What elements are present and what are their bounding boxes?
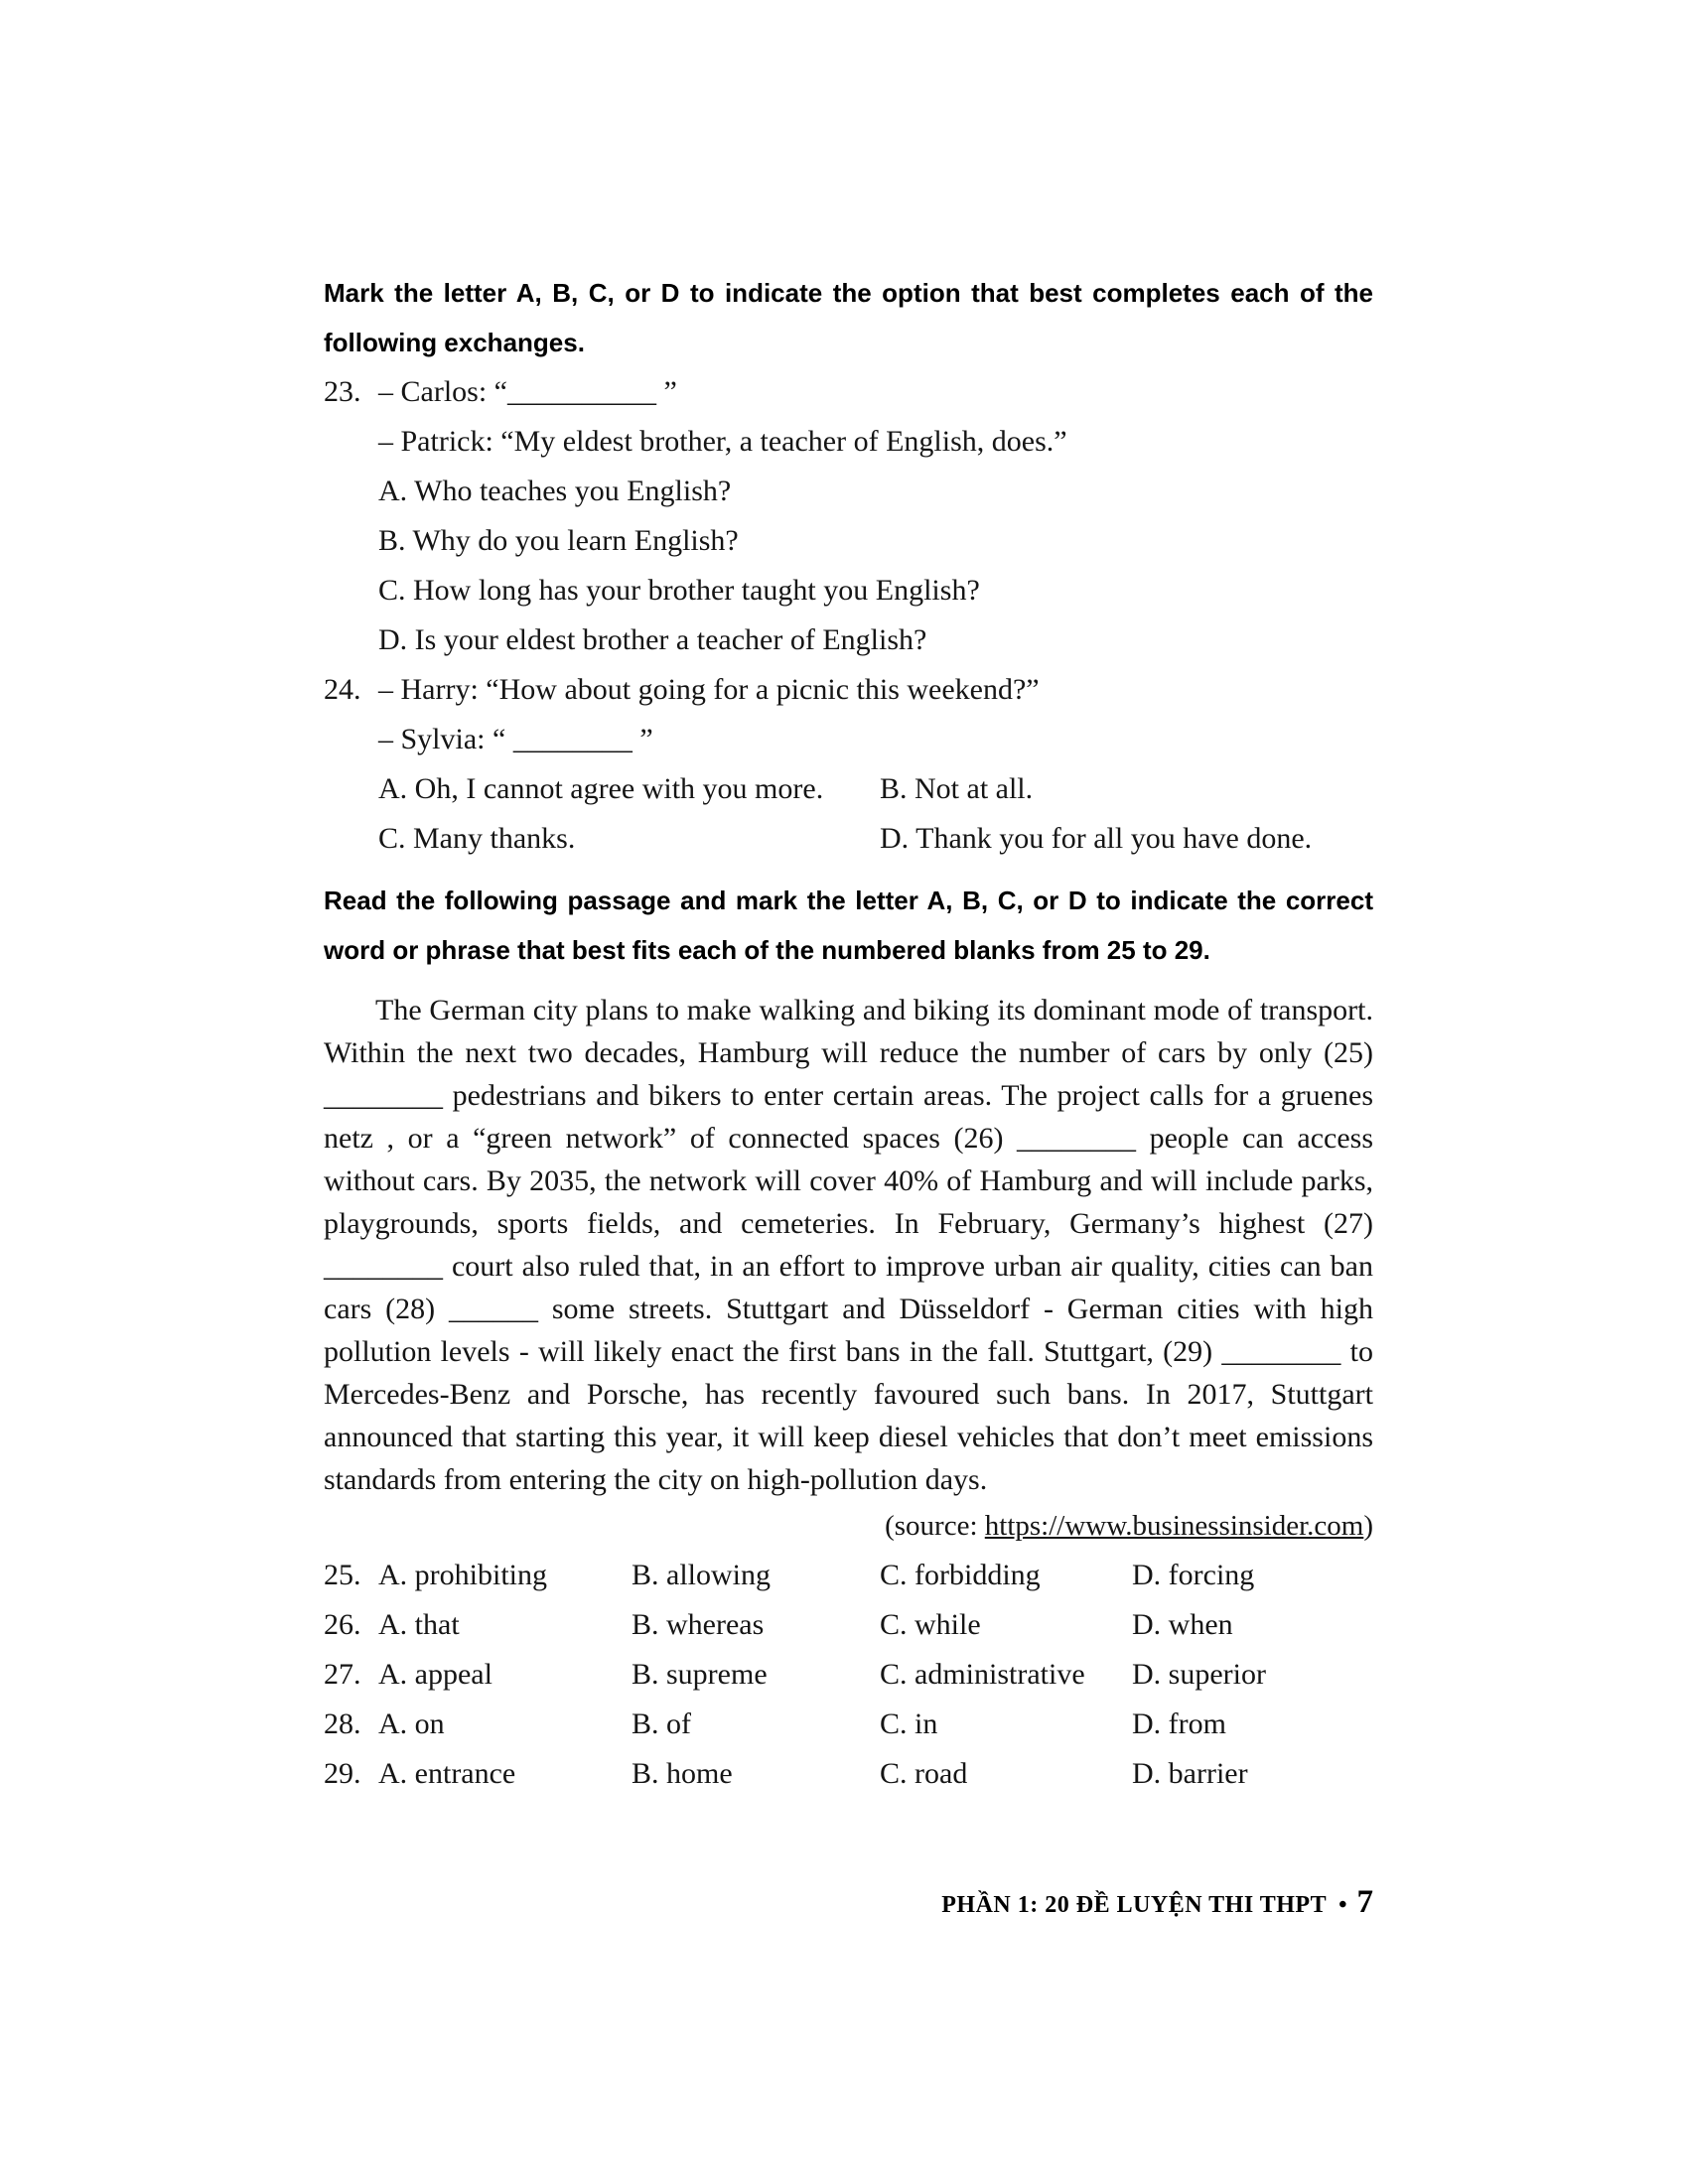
page-number: 7 (1356, 1884, 1373, 1920)
question-23-number: 23. (324, 375, 361, 408)
mcq-27-option-c: C. administrative (880, 1658, 1085, 1691)
question-23-line-1 (324, 367, 1373, 417)
mcq-28-option-d: D. from (1132, 1707, 1226, 1740)
question-24-option-d: D. Thank you for all you have done. (880, 822, 1313, 855)
mcq-25-option-c: C. forbidding (880, 1559, 1041, 1591)
mcq-28-option-a: A. on (378, 1707, 445, 1740)
question-24-options (324, 764, 1373, 864)
section1-heading: Mark the letter A, B, C, or D to indicate the option that best completes each of the following exchanges. (324, 278, 1373, 357)
source-prefix: (source: (885, 1510, 985, 1542)
mcq-row-25 (324, 1551, 1373, 1600)
mcq-27-option-d: D. superior (1132, 1658, 1266, 1691)
mcq-28-number: 28. (324, 1707, 361, 1740)
question-23-option-d: D. Is your eldest brother a teacher of English? (378, 623, 927, 656)
mcq-26-number: 26. (324, 1608, 361, 1641)
mcq-25-option-d: D. forcing (1132, 1559, 1255, 1591)
question-24-option-c: C. Many thanks. (378, 822, 576, 855)
question-24 (324, 665, 1373, 864)
mcq-29-option-b: B. home (632, 1757, 733, 1790)
mcq-29-number: 29. (324, 1757, 361, 1790)
mcq-27-number: 27. (324, 1658, 361, 1691)
mcq-row-28 (324, 1700, 1373, 1749)
mcq-27-option-a: A. appeal (378, 1658, 492, 1691)
mcq-27-option-b: B. supreme (632, 1658, 768, 1691)
mcq-25-option-a: A. prohibiting (378, 1559, 547, 1591)
question-24-line-1 (324, 665, 1373, 715)
question-23-option-c: C. How long has your brother taught you English? (378, 574, 980, 607)
question-23-option-a: A. Who teaches you English? (378, 475, 732, 507)
mcq-29-option-a: A. entrance (378, 1757, 516, 1790)
mcq-29-option-d: D. barrier (1132, 1757, 1248, 1790)
footer-section-title: PHẦN 1: 20 ĐỀ LUYỆN THI THPT (941, 1892, 1328, 1918)
source-line (324, 1503, 1373, 1549)
mcq-26-option-c: C. while (880, 1608, 981, 1641)
footer-bullet: • (1338, 1892, 1347, 1918)
question-24-dialogue-2: – Sylvia: “ ________ ” (378, 723, 653, 755)
question-23-dialogue-1: – Carlos: “__________ ” (378, 375, 677, 408)
mcq-26-option-b: B. whereas (632, 1608, 765, 1641)
page-content (324, 268, 1373, 1799)
mcq-row-27 (324, 1650, 1373, 1700)
question-23 (324, 367, 1373, 665)
question-23-option-b: B. Why do you learn English? (378, 524, 739, 557)
question-24-option-a: A. Oh, I cannot agree with you more. (378, 772, 824, 805)
mcq-table (324, 1551, 1373, 1799)
question-24-dialogue-1: – Harry: “How about going for a picnic this weekend?” (378, 673, 1040, 706)
section2-heading: Read the following passage and mark the letter A, B, C, or D to indicate the correct word or phrase that best fits each of the numbered blanks from 25 to 29. (324, 886, 1373, 965)
mcq-row-26 (324, 1600, 1373, 1650)
mcq-row-29 (324, 1749, 1373, 1799)
question-24-option-b: B. Not at all. (880, 772, 1034, 805)
mcq-29-option-c: C. road (880, 1757, 968, 1790)
cloze-passage: The German city plans to make walking and biking its dominant mode of transport. Within the next two decades, Hamburg will reduce the number of cars by only (25) ________ pedestrians and bikers to enter certain areas. The project calls for a gruenes netz , or a “green network” of connected spaces (26) ________ people can access without cars. By 2035, the network will cover 40% of Hamburg and will include parks, playgrounds, sports fields, and cemeteries. In February, Germany’s highest (27) ________ court also ruled that, in an effort to improve urban air quality, cities can ban cars (28) ______ some streets. Stuttgart and Düsseldorf - German cities with high pollution levels - will likely enact the first bans in the fall. Stuttgart, (29) ________ to Mercedes-Benz and Porsche, has recently favoured such bans. In 2017, Stuttgart announced that starting this year, it will keep diesel vehicles that don’t meet emissions standards from entering the city on high-pollution days. (324, 994, 1373, 1496)
mcq-26-option-d: D. when (1132, 1608, 1233, 1641)
question-24-number: 24. (324, 673, 361, 706)
source-link[interactable]: https://www.businessinsider.com (984, 1510, 1364, 1542)
question-23-dialogue-2: – Patrick: “My eldest brother, a teacher of English, does.” (378, 425, 1067, 458)
mcq-26-option-a: A. that (378, 1608, 460, 1641)
mcq-25-option-b: B. allowing (632, 1559, 771, 1591)
page-footer (324, 1884, 1373, 1921)
mcq-25-number: 25. (324, 1559, 361, 1591)
mcq-28-option-b: B. of (632, 1707, 691, 1740)
mcq-28-option-c: C. in (880, 1707, 938, 1740)
source-suffix: ) (1363, 1510, 1373, 1542)
